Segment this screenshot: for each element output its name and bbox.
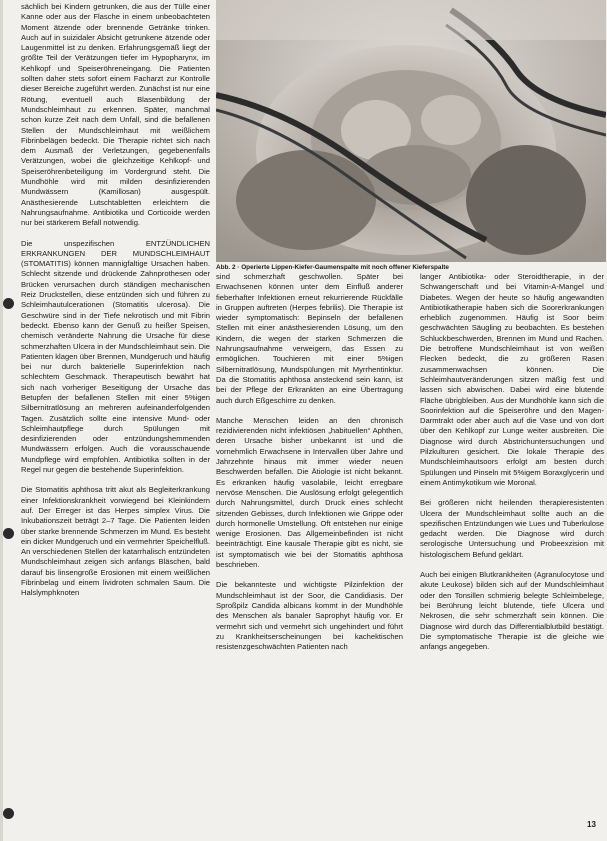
photo-caption: Abb. 2 · Operierte Lippen-Kiefer-Gaumenspalte mit noch offener Kieferspalte	[216, 264, 449, 271]
page-number: 13	[587, 820, 596, 829]
photo-illustration	[216, 0, 606, 262]
text-column-middle	[216, 272, 403, 692]
paragraph: sächlich bei Kindern getrunken, die aus der Tülle einer Kanne oder aus der Flasche in einem unbeobachteten Moment ätzende oder brennende Getränke trinken. Auch auf in suizidaler Absicht getrunkene ätzende oder Laugenmittel ist zu denken. Erfahrungsgemäß liegt der größte Teil der Verätzungen tiefer im Hypopharynx, im Kehlkopf und Speiseröhreneingang. Die Patienten sollten daher stets sofort einem Facharzt zur Kontrolle dieser Bereiche zugeführt werden. Zunächst ist nur eine Rötung, eventuell auch Blasenbildung der Mundschleimhaut zu erkennen. Später, manchmal schon kurze Zeit nach dem Unfall, sind die befallenen Stellen der Mundschleimhaut mit weißlichem Fibrinbelägen bedeckt. Die Therapie richtet sich nach dem Ausmaß der Verletzungen, gegebenenfalls Verätzungen, wobei die gleichzeitige Kehlkopf- und Speiseröhrenbeteiligung im Vordergrund steht. Die Mundhöhle wird mit milden desinfizierenden Mundwässern (Kamillosan) ausgespült. Anästhesierende Lutschtabletten erleichtern die Nahrungsaufnahme. Antibiotika und Corticoide werden nur bei stärkerem Befall notwendig.	[21, 2, 210, 228]
paragraph: sind schmerzhaft geschwollen. Später bei Erwachsenen können unter dem Einfluß anderer fieberhafter Infektionen erneut rekurrierende Rückfälle in Gruppen auftreten (Herpes febrilis). Die Therapie ist wieder symptomatisch: Bepinseln der befallenen Stellen mit einer anästhesierenden Lösung, um den Kindern, die wegen der starken Schmerzen die Nahrungsaufnahme verweigern, das Essen zu ermöglichen. Touchieren mit einer 5%igen Silbernitratlösung, Mundspülungen mit Myrrhentinktur. Da die Stomatitis aphthosa ansteckend sein kann, ist bei der Pflege der Erkrankten an eine Übertragung auch durch Eßgeschirre zu denken.	[216, 272, 403, 405]
paragraph: Manche Menschen leiden an den chronisch rezidivierenden nicht infektiösen „habituellen“ Aphthen, deren Ursache bisher unbekannt ist und die vornehmlich Erwachsene in Intervallen über Jahre und Jahrzehnte hinaus mit immer wieder neuen Beschwerden befallen. Die Ätiologie ist nicht bekannt. Es erkranken häufig vasolabile, leicht erregbare nervöse Menschen. Die Auslösung erfolgt gelegentlich durch Nahrungsmittel, durch Druck eines schlecht sitzenden Gebisses, durch Infektionen wie Grippe oder durch hormonelle Umstellung. Oft entstehen nur einige wenige Erosionen. Das Allgemeinbefinden ist nicht beeinträchtigt. Eine kausale Therapie gibt es nicht, sie ist symptomatisch wie bei der Stomatitis aphthosa beschrieben.	[216, 415, 403, 570]
punch-hole	[3, 298, 14, 309]
paragraph: Bei größeren nicht heilenden therapieresistenten Ulcera der Mundschleimhaut sollte auch an die spezifischen Entzündungen wie Lues und Tuberkulose gedacht werden. Die Diagnose wird durch serologische Untersuchung und Probeexzision mit histologischem Befund geklärt.	[420, 498, 604, 559]
text-column-right	[420, 272, 604, 792]
punch-hole	[3, 528, 14, 539]
paragraph: langer Antibiotika- oder Steroidtherapie, in der Schwangerschaft und bei Vitamin-A-Mangel und Diabetes. Wegen der heute so häufig angewandten Antibiotikatherapie haben sich die Soorerkrankungen erheblich zugenommen. Häufig ist Soor beim geschwächten Säugling zu beobachten. Es bestehen Schluckbeschwerden, Brennen im Mund und Rachen. Die betroffene Mundschleimhaut ist von weißen Flecken bedeckt, die zu größeren Rasen zusammenwachsen können. Die Schleimhautveränderungen sitzen mäßig fest und lassen sich abwischen. Dabei wird eine blutende Fläche übrigbleiben. Aus der Mundhöhle kann sich die Soorinfektion auf die Speiseröhre und den Magen-Darmtrakt oder aber auch auf die Vase und von dort über den Kehlkopf zur Lunge weiter ausbreiten. Die Diagnose wird durch Abstrichuntersuchungen und Pilzkulturen gesichert. Die lokale Therapie des Mundschleimhautsoors erfolgt am besten durch Spülungen und Pinseln mit 5%igem Boraxglycerin und einem Antimykotikum wie Moronal.	[420, 272, 604, 487]
paragraph: Auch bei einigen Blutkrankheiten (Agranulocytose und akute Leukose) bilden sich auf der Mundschleimhaut oder den Tonsillen schmierig belegte Schleimbelege, bei Berührung leicht blutende, tiefe Ulcera und Nekrosen, die sehr schmerzhaft sein können. Die Diagnose wird durch das Differentialblutbild bestätigt. Die symptomatische Therapie ist die gleiche wie anfangs angegeben.	[420, 570, 604, 652]
paragraph: Die bekannteste und wichtigste Pilzinfektion der Mundschleimhaut ist der Soor, die Candidiasis. Der Sproßpilz Candida albicans kommt in der Mundhöhle des Menschen als banaler Saprophyt häufig vor. Er vermehrt sich und vermehrt sich ungehindert und führt zu Krankheitserscheinungen bei kachektischen resistenzgeschwächten Patienten nach	[216, 580, 403, 652]
paragraph: Die unspezifischen ENTZÜNDLICHEN ERKRANKUNGEN DER MUNDSCHLEIMHAUT (STOMATITIS) können mannigfaltige Ursachen haben. Schlecht sitzende und drückende Zahnprothesen oder Brücken verursachen durch ständigen mechanischen Reiz Druckstellen, diese entzünden sich und führen zu Schleimhautulcerationen (Stomatitis ulcerosa). Die Geschwüre sind in der Tiefe nekrotisch und mit Fibrin bedeckt. Ebenso kann der Genuß zu heißer Speisen, chemisch veränderte Nahrung die Ursache für diese schmerzhaften Ulcera in der Mundschleimhaut sein. Die Patienten klagen über Brennen, Mundgeruch und häufig bei nur durch bakterielle Superinfektion nach schlechtem Geschmack. Therapeutisch bewährt hat sich nach vorheriger Beseitigung der Ursache das Betupfen der befallenen Stellen mit einer 5%igen Silbernitratlösung an mehreren aufeinanderfolgenden Tagen. Zusätzlich sollte eine intensive Mund- oder Schleimhautpflege durch Spülungen mit desinfizierenden oder entzündungshemmenden Mundwässern erfolgen. Auch die vorausschauende Mundpflege wird empfohlen. Antibiotika sollten in der Regel nur gegen die bestehende Superinfektion.	[21, 238, 210, 475]
text-column-left	[21, 2, 210, 828]
punch-hole	[3, 808, 14, 819]
paragraph: Die Stomatitis aphthosa tritt akut als Begleiterkrankung einer Infektionskrankheit vorwiegend bei Kleinkindern auf. Der Erreger ist das Herpes simplex Virus. Die Inkubationszeit beträgt 2–7 Tage. Die Patienten leiden über starke brennende Schmerzen im Mund. Es besteht ein dicker Mundgeruch und ein vermehrter Speichelfluß. An verschiedenen Stellen der katarrhalisch entzündeten Mundschleimhaut zeigen sich anfangs Bläschen, bald darauf bis linsengroße Erosionen mit einem weißlichen Fibrinbelag und einem lividroten schmalen Saum. Die Halslymphknoten	[21, 485, 210, 598]
scan-edge	[0, 0, 3, 841]
clinical-photo	[216, 0, 606, 262]
